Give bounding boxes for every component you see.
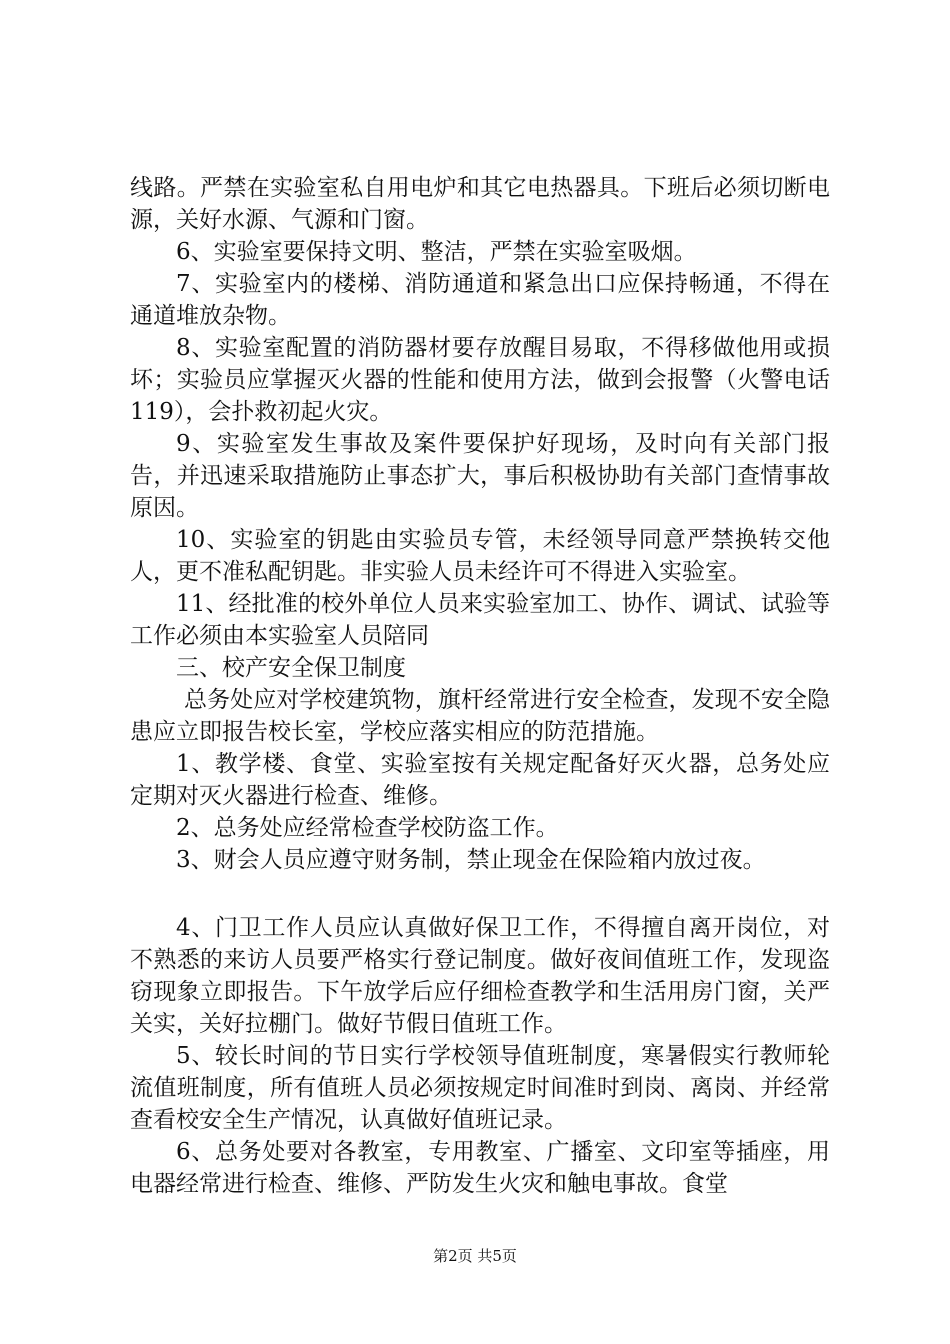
paragraph-section-item-6: 6、总务处要对各教室，专用教室、广播室、文印室等插座，用电器经常进行检查、维修、严防发生火灾和触电事故。食堂 — [130, 1139, 830, 1197]
paragraph-continuation: 线路。严禁在实验室私自用电炉和其它电热器具。下班后必须切断电源，关好水源、气源和门窗。 — [130, 175, 830, 233]
blank-line — [130, 876, 830, 912]
paragraph-item-6: 6、实验室要保持文明、整洁，严禁在实验室吸烟。 — [176, 239, 697, 265]
paragraph-section-item-4: 4、门卫工作人员应认真做好保卫工作，不得擅自离开岗位，对不熟悉的来访人员要严格实行登记制度。做好夜间值班工作，发现盗窃现象立即报告。下午放学后应仔细检查教学和生活用房门窗，关严关实，关好拉棚门。做好节假日值班工作。 — [130, 915, 830, 1037]
paragraph-section-item-5: 5、较长时间的节日实行学校领导值班制度，寒暑假实行教师轮流值班制度，所有值班人员必须按规定时间准时到岗、离岗、并经常查看校安全生产情况，认真做好值班记录。 — [130, 1043, 830, 1133]
paragraph-section-intro: 总务处应对学校建筑物，旗杆经常进行安全检查，发现不安全隐患应立即报告校长室，学校应落实相应的防范措施。 — [130, 687, 830, 745]
paragraph-section-item-2: 2、总务处应经常检查学校防盗工作。 — [176, 815, 559, 841]
paragraph-item-8: 8、实验室配置的消防器材要存放醒目易取，不得移做他用或损坏；实验员应掌握灭火器的性能和使用方法，做到会报警（火警电话119），会扑救初起火灾。 — [130, 335, 830, 425]
paragraph-item-11: 11、经批准的校外单位人员来实验室加工、协作、调试、试验等工作必须由本实验室人员陪同 — [130, 591, 830, 649]
page-number-footer: 第2页 共5页 — [433, 1247, 517, 1265]
paragraph-item-9: 9、实验室发生事故及案件要保护好现场，及时向有关部门报告，并迅速采取措施防止事态扩大，事后积极协助有关部门查情事故原因。 — [130, 431, 830, 521]
paragraph-item-10: 10、实验室的钥匙由实验员专管，未经领导同意严禁换转交他人，更不准私配钥匙。非实验人员未经许可不得进入实验室。 — [130, 527, 830, 585]
paragraph-item-7: 7、实验室内的楼梯、消防通道和紧急出口应保持畅通，不得在通道堆放杂物。 — [130, 271, 830, 329]
paragraph-section-item-1: 1、教学楼、食堂、实验室按有关规定配备好灭火器，总务处应定期对灭火器进行检查、维修。 — [130, 751, 830, 809]
paragraph-section-item-3: 3、财会人员应遵守财务制，禁止现金在保险箱内放过夜。 — [176, 847, 766, 873]
document-body — [130, 172, 830, 1200]
section-heading: 三、校产安全保卫制度 — [176, 655, 406, 681]
